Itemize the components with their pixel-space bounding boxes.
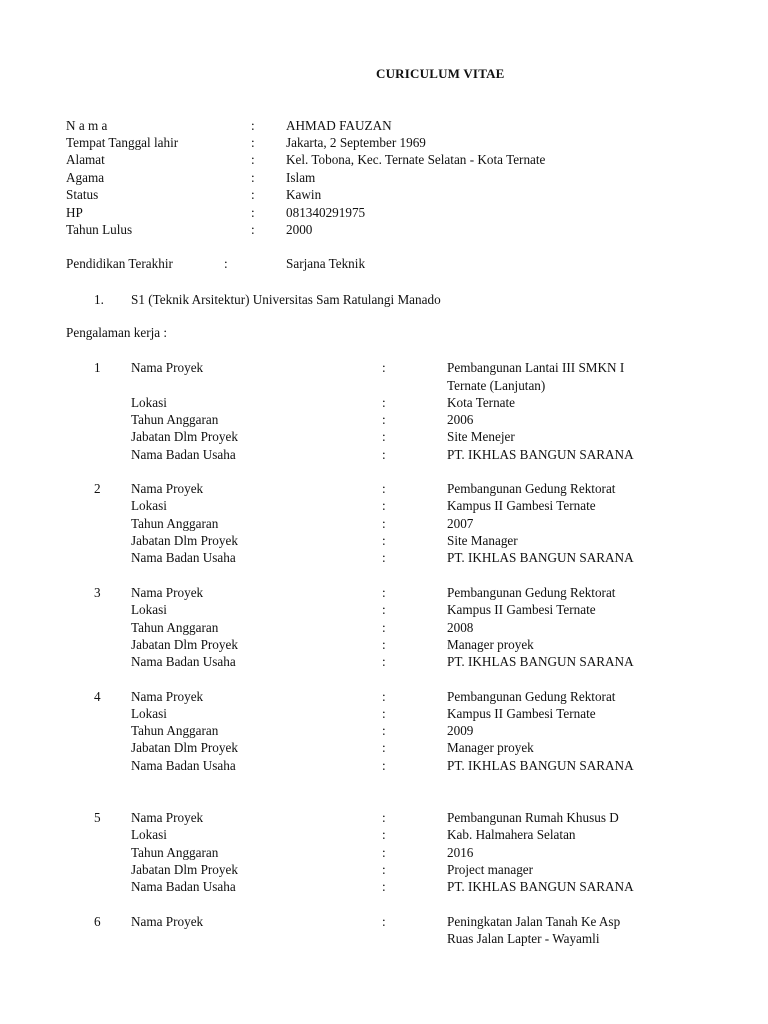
project-field-label: Nama Proyek bbox=[131, 810, 204, 825]
project-field-value: Pembangunan Gedung Rektorat bbox=[447, 689, 616, 704]
project-number: 6 bbox=[94, 914, 101, 929]
project-field-separator: : bbox=[382, 810, 386, 825]
personal-label: HP bbox=[66, 205, 83, 220]
project-field-value: Site Manager bbox=[447, 533, 518, 548]
project-field-separator: : bbox=[382, 689, 386, 704]
project-field-value: Manager proyek bbox=[447, 637, 534, 652]
project-number: 3 bbox=[94, 585, 101, 600]
project-field-value: Ternate (Lanjutan) bbox=[447, 378, 546, 393]
project-field-value: 2008 bbox=[447, 620, 474, 635]
project-field-separator: : bbox=[382, 827, 386, 842]
personal-label: N a m a bbox=[66, 118, 108, 133]
project-field-separator: : bbox=[382, 879, 386, 894]
project-field-label: Jabatan Dlm Proyek bbox=[131, 862, 238, 877]
project-field-label: Nama Proyek bbox=[131, 481, 204, 496]
project-field-value: 2006 bbox=[447, 412, 474, 427]
project-field-separator: : bbox=[382, 395, 386, 410]
personal-label: Alamat bbox=[66, 152, 105, 167]
project-field-value: PT. IKHLAS BANGUN SARANA bbox=[447, 879, 634, 894]
project-field-value: Kampus II Gambesi Ternate bbox=[447, 602, 596, 617]
project-number: 4 bbox=[94, 689, 101, 704]
project-field-separator: : bbox=[382, 516, 386, 531]
project-field-label: Tahun Anggaran bbox=[131, 845, 219, 860]
project-field-label: Lokasi bbox=[131, 706, 167, 721]
project-field-value: PT. IKHLAS BANGUN SARANA bbox=[447, 654, 634, 669]
project-field-label: Jabatan Dlm Proyek bbox=[131, 533, 238, 548]
project-field-value: Pembangunan Rumah Khusus D bbox=[447, 810, 619, 825]
project-field-separator: : bbox=[382, 637, 386, 652]
project-field-label: Nama Badan Usaha bbox=[131, 447, 236, 462]
personal-value: 2000 bbox=[286, 222, 313, 237]
project-field-value: PT. IKHLAS BANGUN SARANA bbox=[447, 550, 634, 565]
project-field-label: Nama Proyek bbox=[131, 585, 204, 600]
project-field-value: Ruas Jalan Lapter - Wayamli bbox=[447, 931, 600, 946]
project-field-value: Pembangunan Gedung Rektorat bbox=[447, 585, 616, 600]
project-field-label: Tahun Anggaran bbox=[131, 412, 219, 427]
personal-label: Tempat Tanggal lahir bbox=[66, 135, 179, 150]
project-number: 5 bbox=[94, 810, 101, 825]
project-field-value: 2016 bbox=[447, 845, 474, 860]
project-field-value: Kota Ternate bbox=[447, 395, 516, 410]
project-number: 1 bbox=[94, 360, 101, 375]
education-item-number: 1. bbox=[94, 292, 104, 307]
project-field-separator: : bbox=[382, 620, 386, 635]
personal-value: Jakarta, 2 September 1969 bbox=[286, 135, 426, 150]
project-field-label: Nama Proyek bbox=[131, 689, 204, 704]
project-field-separator: : bbox=[382, 533, 386, 548]
project-field-separator: : bbox=[382, 723, 386, 738]
project-field-value: PT. IKHLAS BANGUN SARANA bbox=[447, 758, 634, 773]
project-field-label: Lokasi bbox=[131, 498, 167, 513]
project-field-value: PT. IKHLAS BANGUN SARANA bbox=[447, 447, 634, 462]
project-field-label: Tahun Anggaran bbox=[131, 723, 219, 738]
personal-value: AHMAD FAUZAN bbox=[286, 118, 392, 133]
education-separator: : bbox=[224, 256, 228, 271]
personal-value: Kel. Tobona, Kec. Ternate Selatan - Kota Ternate bbox=[286, 152, 546, 167]
document-title: CURICULUM VITAE bbox=[376, 66, 505, 81]
project-field-value: Pembangunan Lantai III SMKN I bbox=[447, 360, 625, 375]
personal-separator: : bbox=[251, 205, 255, 220]
project-field-separator: : bbox=[382, 914, 386, 929]
personal-value: 081340291975 bbox=[286, 205, 366, 220]
personal-separator: : bbox=[251, 187, 255, 202]
project-number: 2 bbox=[94, 481, 101, 496]
project-field-label: Lokasi bbox=[131, 602, 167, 617]
project-field-label: Jabatan Dlm Proyek bbox=[131, 429, 238, 444]
project-field-label: Tahun Anggaran bbox=[131, 516, 219, 531]
project-field-separator: : bbox=[382, 429, 386, 444]
project-field-value: Site Menejer bbox=[447, 429, 515, 444]
project-field-label: Tahun Anggaran bbox=[131, 620, 219, 635]
project-field-value: Pembangunan Gedung Rektorat bbox=[447, 481, 616, 496]
project-field-value: Kampus II Gambesi Ternate bbox=[447, 498, 596, 513]
project-field-separator: : bbox=[382, 845, 386, 860]
personal-separator: : bbox=[251, 152, 255, 167]
project-field-label: Lokasi bbox=[131, 827, 167, 842]
education-item-text: S1 (Teknik Arsitektur) Universitas Sam Ratulangi Manado bbox=[131, 292, 441, 307]
project-field-separator: : bbox=[382, 447, 386, 462]
project-field-separator: : bbox=[382, 602, 386, 617]
project-field-label: Nama Badan Usaha bbox=[131, 758, 236, 773]
project-field-label: Nama Proyek bbox=[131, 360, 204, 375]
personal-value: Kawin bbox=[286, 187, 322, 202]
project-field-separator: : bbox=[382, 654, 386, 669]
personal-label: Tahun Lulus bbox=[66, 222, 133, 237]
project-field-separator: : bbox=[382, 498, 386, 513]
project-field-value: Kampus II Gambesi Ternate bbox=[447, 706, 596, 721]
personal-separator: : bbox=[251, 118, 255, 133]
project-field-label: Nama Badan Usaha bbox=[131, 879, 236, 894]
project-field-separator: : bbox=[382, 706, 386, 721]
project-field-value: Project manager bbox=[447, 862, 534, 877]
project-field-separator: : bbox=[382, 481, 386, 496]
project-field-value: Kab. Halmahera Selatan bbox=[447, 827, 576, 842]
project-field-separator: : bbox=[382, 550, 386, 565]
project-field-label: Nama Badan Usaha bbox=[131, 550, 236, 565]
project-field-separator: : bbox=[382, 740, 386, 755]
project-field-label: Nama Proyek bbox=[131, 914, 204, 929]
project-field-value: Peningkatan Jalan Tanah Ke Asp bbox=[447, 914, 621, 929]
personal-value: Islam bbox=[286, 170, 316, 185]
project-field-separator: : bbox=[382, 585, 386, 600]
project-field-separator: : bbox=[382, 360, 386, 375]
project-field-separator: : bbox=[382, 758, 386, 773]
personal-separator: : bbox=[251, 222, 255, 237]
project-field-separator: : bbox=[382, 412, 386, 427]
project-field-value: Manager proyek bbox=[447, 740, 534, 755]
project-field-value: 2007 bbox=[447, 516, 474, 531]
project-field-label: Lokasi bbox=[131, 395, 167, 410]
project-field-label: Jabatan Dlm Proyek bbox=[131, 740, 238, 755]
project-field-separator: : bbox=[382, 862, 386, 877]
education-label: Pendidikan Terakhir bbox=[66, 256, 173, 271]
experience-heading: Pengalaman kerja : bbox=[66, 325, 168, 340]
project-field-label: Nama Badan Usaha bbox=[131, 654, 236, 669]
personal-label: Agama bbox=[66, 170, 105, 185]
personal-separator: : bbox=[251, 170, 255, 185]
education-value: Sarjana Teknik bbox=[286, 256, 366, 271]
project-field-value: 2009 bbox=[447, 723, 474, 738]
project-field-label: Jabatan Dlm Proyek bbox=[131, 637, 238, 652]
personal-separator: : bbox=[251, 135, 255, 150]
personal-label: Status bbox=[66, 187, 99, 202]
